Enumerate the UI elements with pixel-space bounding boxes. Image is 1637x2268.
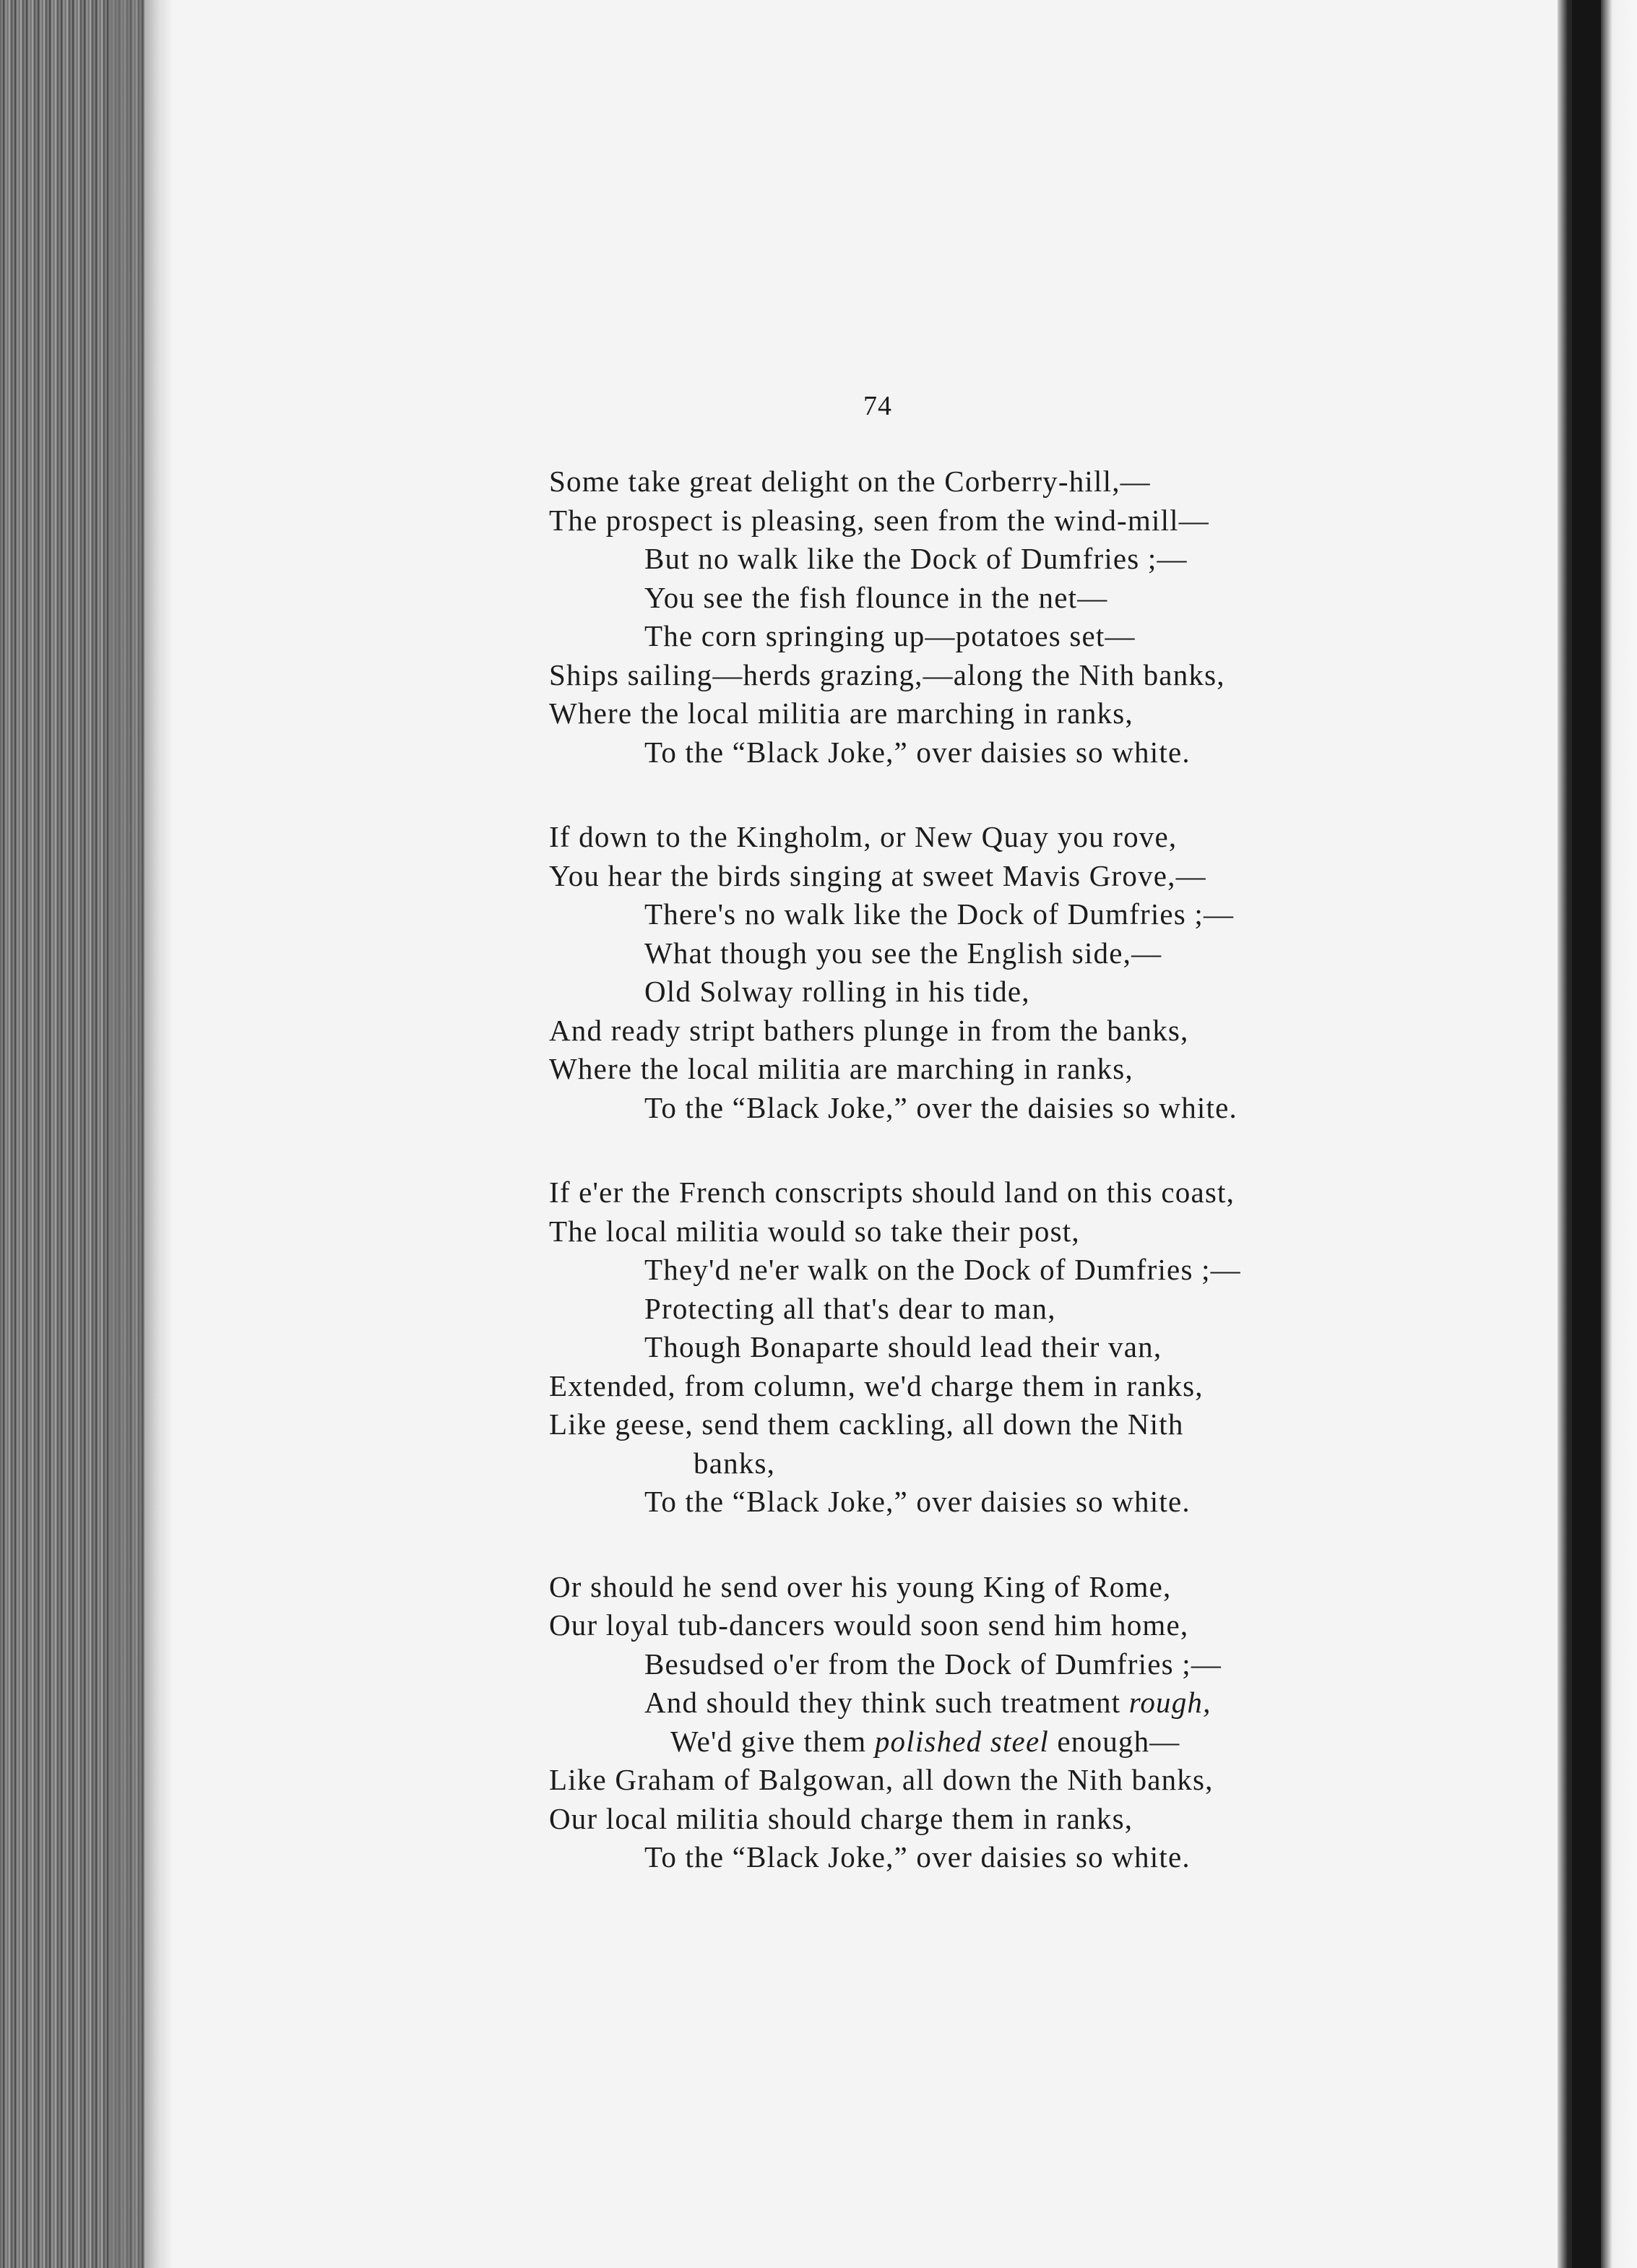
stanza-1 [549,462,1344,772]
poem-line [549,1722,1344,1762]
poem-line: To the “Black Joke,” over daisies so white. [644,1840,1191,1874]
poem-line-text: enough— [1048,1724,1180,1758]
poem-line: What though you see the English side,— [644,936,1162,970]
binding-bar [1572,0,1601,2268]
stanza-2 [549,818,1344,1127]
poem-line: Our local militia should charge them in ranks, [549,1801,1133,1835]
poem-line [549,1683,1344,1722]
poem-line: Though Bonaparte should lead their van, [644,1330,1162,1363]
stanza-4 [549,1568,1344,1877]
poem-line: And ready stript bathers plunge in from the banks, [549,1013,1189,1047]
poem-line-text: We'd give them [670,1724,875,1758]
italic-text: polished steel [874,1724,1049,1758]
right-binding-edge [1558,0,1637,2268]
poem-line: Old Solway rolling in his tide, [644,975,1030,1008]
poem-line: The prospect is pleasing, seen from the wind-mill— [549,503,1209,537]
page-number: 74 [863,391,892,421]
poem-line: If e'er the French conscripts should land on this coast, [549,1176,1235,1209]
poem-line: Our loyal tub-dancers would soon send him home, [549,1608,1189,1642]
poem-line: You see the fish flounce in the net— [644,580,1108,614]
poem-line: If down to the Kingholm, or New Quay you rove, [549,820,1178,853]
poem-line: To the “Black Joke,” over daisies so white. [644,1485,1191,1518]
poem-line-text: And should they think such treatment [644,1686,1129,1719]
poem-line: banks, [694,1446,776,1480]
poem-line: You hear the birds singing at sweet Mavis Grove,— [549,858,1206,892]
poem-line: There's no walk like the Dock of Dumfries ;— [644,897,1235,931]
poem-line: Besudsed o'er from the Dock of Dumfries ;— [644,1647,1222,1681]
poem-line: They'd ne'er walk on the Dock of Dumfries ;— [644,1253,1241,1286]
poem-line: Ships sailing—herds grazing,—along the Nith banks, [549,657,1225,691]
page-gutter-shadow [144,0,173,2268]
poem-line: Where the local militia are marching in ranks, [549,1052,1133,1085]
poem-line: Or should he send over his young King of Rome, [549,1569,1172,1603]
italic-text: rough, [1128,1686,1211,1719]
poem-line: Where the local militia are marching in ranks, [549,697,1133,730]
poem-line: To the “Black Joke,” over daisies so white. [644,735,1191,769]
poem-line: To the “Black Joke,” over the daisies so white. [644,1090,1238,1124]
poem-line: Like geese, send them cackling, all down the Nith [549,1407,1184,1441]
poem-body [549,462,1344,1923]
poem-line: Extended, from column, we'd charge them in ranks, [549,1368,1204,1402]
poem-line: The local militia would so take their post, [549,1214,1080,1248]
poem-line: Protecting all that's dear to man, [644,1291,1056,1325]
poem-line: But no walk like the Dock of Dumfries ;— [644,542,1188,575]
poem-line: Some take great delight on the Corberry-hill,— [549,465,1151,498]
stanza-3 [549,1173,1344,1522]
poem-line: Like Graham of Balgowan, all down the Nith banks, [549,1763,1214,1796]
poem-line: The corn springing up—potatoes set— [644,619,1136,652]
